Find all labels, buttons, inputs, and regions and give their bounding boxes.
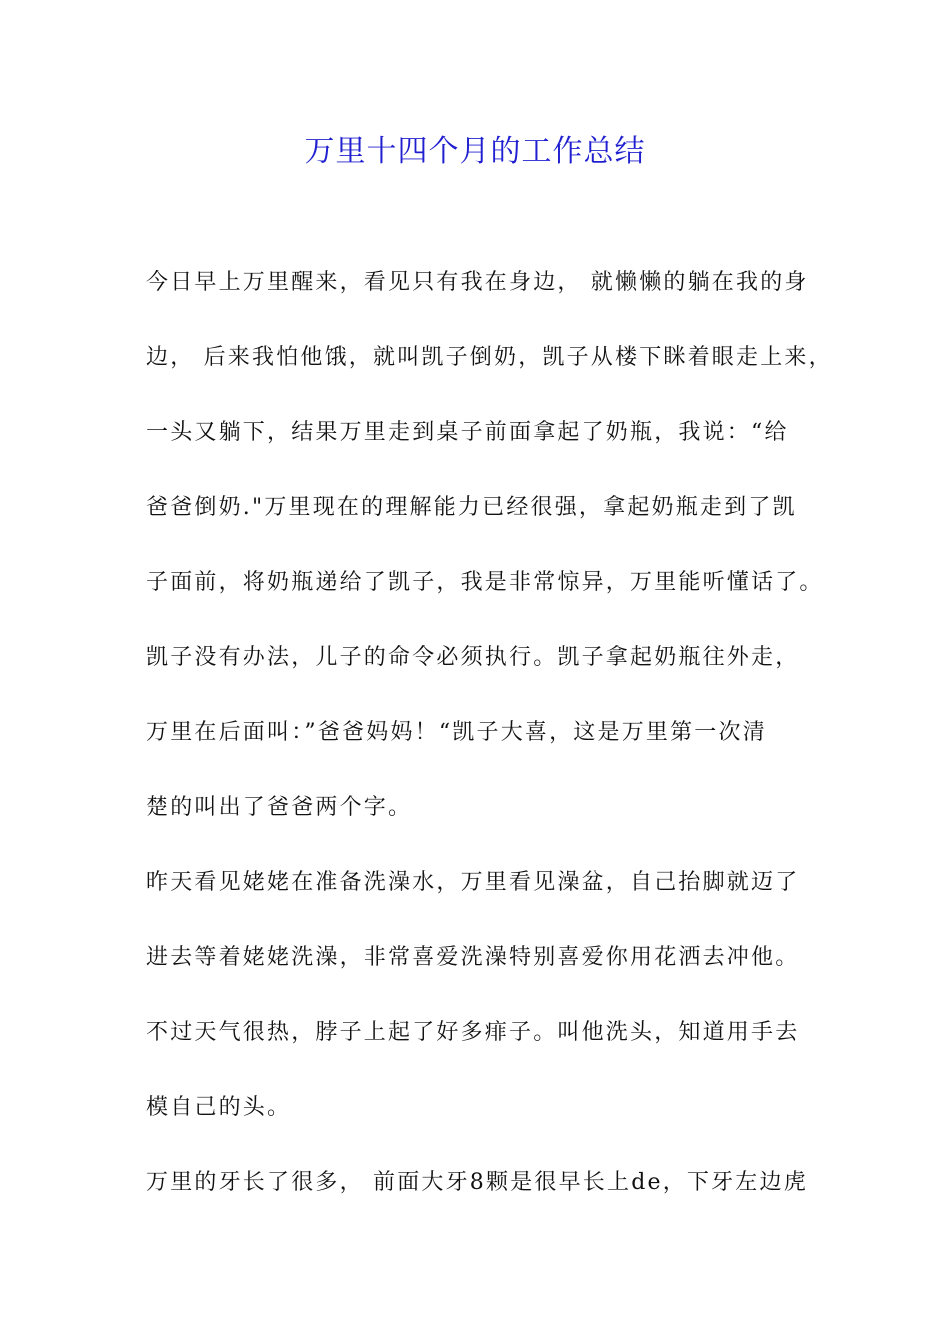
paragraph-line: 爸爸倒奶."万里现在的理解能力已经很强，拿起奶瓶走到了凯	[146, 495, 797, 520]
paragraph-line: 一头又躺下，结果万里走到桌子前面拿起了奶瓶，我说：“给	[146, 420, 789, 445]
paragraph-line: 万里的牙长了很多， 前面大牙8颗是很早长上de，下牙左边虎	[146, 1170, 808, 1195]
paragraph-line: 子面前，将奶瓶递给了凯子，我是非常惊异，万里能听懂话了。	[146, 570, 824, 595]
paragraph-line: 模自己的头。	[146, 1095, 292, 1120]
paragraph-line: 边， 后来我怕他饿，就叫凯子倒奶，凯子从楼下眯着眼走上来，	[146, 345, 833, 370]
paragraph-line: 今日早上万里醒来，看见只有我在身边， 就懒懒的躺在我的身	[146, 270, 809, 295]
paragraph-line: 昨天看见姥姥在准备洗澡水，万里看见澡盆，自己抬脚就迈了	[146, 870, 800, 895]
paragraph-line: 进去等着姥姥洗澡，非常喜爱洗澡特别喜爱你用花洒去冲他。	[146, 945, 800, 970]
paragraph-line: 楚的叫出了爸爸两个字。	[146, 795, 413, 820]
paragraph-line: 凯子没有办法，儿子的命令必须执行。凯子拿起奶瓶往外走，	[146, 645, 800, 670]
paragraph-line: 不过天气很热，脖子上起了好多痱子。叫他洗头，知道用手去	[146, 1020, 800, 1045]
document-title: 万里十四个月的工作总结	[304, 134, 646, 169]
paragraph-line: 万里在后面叫：”爸爸妈妈！“凯子大喜，这是万里第一次清	[146, 720, 767, 745]
